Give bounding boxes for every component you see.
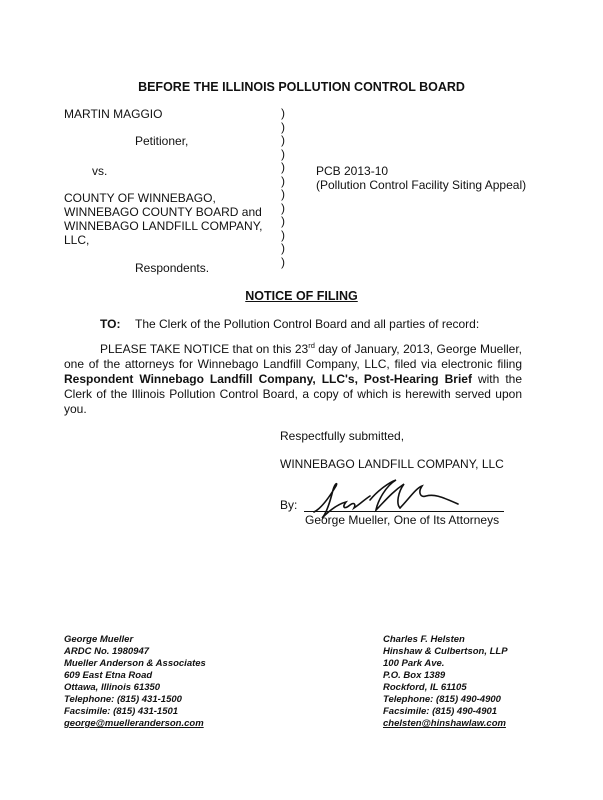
to-text: The Clerk of the Pollution Control Board and all parties of record: [135, 317, 480, 331]
notice-body-part3: with the Clerk of the Illinois Pollution Control Board, a copy of which is herewith served upon you. [64, 372, 522, 416]
counsel-right-city: Rockford, IL 61105 [383, 682, 467, 693]
notice-body [64, 342, 522, 417]
counsel-left-firm: Mueller Anderson & Associates [64, 658, 206, 669]
ordinal-suffix: rd [308, 341, 315, 350]
petitioner-name: MARTIN MAGGIO [64, 107, 163, 121]
to-label: TO: [100, 317, 121, 331]
counsel-right-pobox: P.O. Box 1389 [383, 670, 446, 681]
counsel-left-email-link[interactable]: george@muelleranderson.com [64, 718, 204, 729]
document-heading: BEFORE THE ILLINOIS POLLUTION CONTROL BOARD [138, 80, 465, 94]
counsel-left-ardc: ARDC No. 1980947 [64, 646, 150, 657]
party-name: WINNEBAGO LANDFILL COMPANY, LLC [280, 457, 504, 471]
case-number: PCB 2013-10 [316, 164, 389, 178]
counsel-left-facsimile: Facsimile: (815) 431-1501 [64, 706, 179, 717]
notice-title: NOTICE OF FILING [245, 289, 358, 303]
counsel-right-facsimile: Facsimile: (815) 490-4901 [383, 706, 498, 717]
counsel-right-email-link[interactable]: chelsten@hinshawlaw.com [383, 718, 506, 729]
respondent-line-2: WINNEBAGO COUNTY BOARD and [64, 205, 262, 219]
counsel-right-street: 100 Park Ave. [383, 658, 445, 669]
by-label: By: [280, 498, 298, 512]
counsel-left-city: Ottawa, Illinois 61350 [64, 682, 161, 693]
signer-name: George Mueller, One of Its Attorneys [305, 513, 500, 527]
counsel-left-block [64, 634, 206, 730]
counsel-right-name: Charles F. Helsten [383, 634, 465, 645]
case-type: (Pollution Control Facility Siting Appeal) [316, 178, 527, 192]
caption-parentheses: ) ) ) ) ) ) ) ) ) ) ) ) [281, 106, 285, 269]
respondent-line-4: LLC, [64, 233, 90, 247]
versus-label: vs. [92, 164, 108, 178]
closing: Respectfully submitted, [280, 429, 405, 443]
counsel-left-name: George Mueller [64, 634, 134, 645]
petitioner-role: Petitioner, [135, 134, 189, 148]
notice-body-part2: day of January, 2013, George Mueller, one of the attorneys for Winnebago Landfill Company, LLC, filed via electronic filing [64, 342, 522, 371]
counsel-right-block [383, 634, 508, 730]
counsel-left-street: 609 East Etna Road [64, 670, 153, 681]
respondent-line-3: WINNEBAGO LANDFILL COMPANY, [64, 219, 263, 233]
notice-body-part1: PLEASE TAKE NOTICE that on this 23 [100, 342, 309, 356]
counsel-right-telephone: Telephone: (815) 490-4900 [383, 694, 501, 705]
respondents-role: Respondents. [135, 261, 210, 275]
counsel-left-telephone: Telephone: (815) 431-1500 [64, 694, 182, 705]
filed-document-title: Respondent Winnebago Landfill Company, LLC's, Post-Hearing Brief [64, 372, 472, 386]
respondent-line-1: COUNTY OF WINNEBAGO, [64, 191, 216, 205]
counsel-right-firm: Hinshaw & Culbertson, LLP [383, 646, 508, 657]
